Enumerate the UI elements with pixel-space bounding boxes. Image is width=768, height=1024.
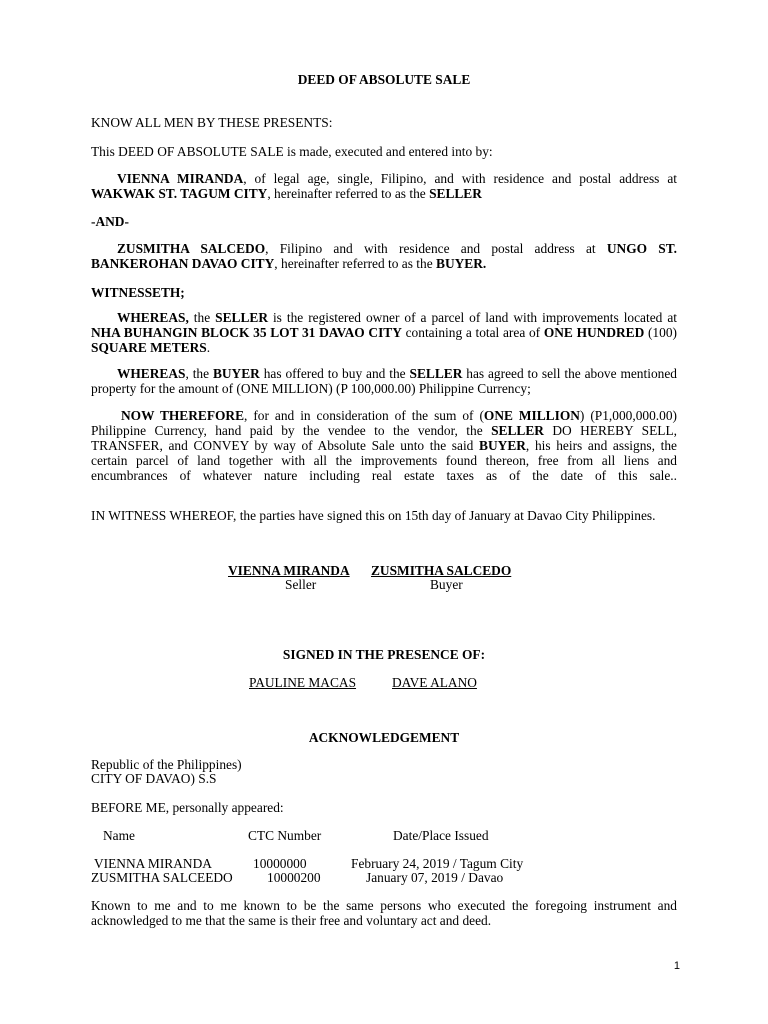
buyer-signature-role: Buyer xyxy=(430,577,463,592)
witness-whereof-paragraph: IN WITNESS WHEREOF, the parties have signed this on 15th day of January at Davao City Philippines. xyxy=(91,508,656,523)
ctc-row-2-name: ZUSMITHA SALCEEDO xyxy=(91,870,233,885)
page-number: 1 xyxy=(673,960,680,972)
witness-2-name: DAVE ALANO xyxy=(392,675,477,690)
now-therefore-paragraph: NOW THEREFORE, for and in consideration of the sum of (ONE MILLION) (P1,000,000.00) Philippine Currency, hand paid by the vendee to the vendor, the SELLER DO HEREBY SELL, TRANSFER, and CONVEY by way of Absolute Sale unto the said BUYER, his heirs and assigns, the certain parcel of land together with all the improvements found thereon, free from all liens and encumbrances of whatever nature including real estate taxes as of the date of this sale.. xyxy=(91,408,677,483)
intro-line: KNOW ALL MEN BY THESE PRESENTS: xyxy=(91,115,333,130)
whereas-1-paragraph: WHEREAS, the SELLER is the registered owner of a parcel of land with improvements located at NHA BUHANGIN BLOCK 35 LOT 31 DAVAO CITY containing a total area of ONE HUNDRED (100) SQUARE METERS. xyxy=(91,310,677,355)
seller-signature-name: VIENNA MIRANDA xyxy=(228,563,350,578)
ctc-header-date: Date/Place Issued xyxy=(393,828,489,843)
seller-paragraph: VIENNA MIRANDA, of legal age, single, Filipino, and with residence and postal address at WAKWAK ST. TAGUM CITY, hereinafter referred to as the SELLER xyxy=(91,171,677,201)
ctc-header-name: Name xyxy=(103,828,135,843)
witnesseth-heading: WITNESSETH; xyxy=(91,285,185,300)
ctc-row-2-number: 10000200 xyxy=(267,870,321,885)
buyer-name: ZUSMITHA SALCEDO xyxy=(117,241,266,256)
before-me-line: BEFORE ME, personally appeared: xyxy=(91,800,284,815)
known-to-me-paragraph: Known to me and to me known to be the same persons who executed the foregoing instrument and acknowledged to me that the same is their free and voluntary act and deed. xyxy=(91,898,677,928)
buyer-role: BUYER. xyxy=(436,256,487,271)
witness-1-name: PAULINE MACAS xyxy=(249,675,357,690)
whereas-2-paragraph: WHEREAS, the BUYER has offered to buy and the SELLER has agreed to sell the above mentioned property for the amount of (ONE MILLION) (P 100,000.00) Philippine Currency; xyxy=(91,366,677,396)
buyer-address: UNGO ST. BANKEROHAN DAVAO CITY xyxy=(91,241,677,271)
buyer-signature-name: ZUSMITHA SALCEDO xyxy=(371,563,512,578)
seller-role: SELLER xyxy=(429,186,482,201)
ctc-row-2-date: January 07, 2019 / Davao xyxy=(366,870,504,885)
acknowledgement-heading: ACKNOWLEDGEMENT xyxy=(308,730,460,745)
venue-line-1: Republic of the Philippines) xyxy=(91,757,242,772)
made-by-line: This DEED OF ABSOLUTE SALE is made, executed and entered into by: xyxy=(91,144,493,159)
and-separator: -AND- xyxy=(91,214,129,229)
document-title: DEED OF ABSOLUTE SALE xyxy=(297,72,471,87)
presence-heading: SIGNED IN THE PRESENCE OF: xyxy=(282,647,486,662)
property-location: NHA BUHANGIN BLOCK 35 LOT 31 DAVAO CITY xyxy=(91,325,402,340)
ctc-row-1-name: VIENNA MIRANDA xyxy=(94,856,212,871)
seller-name: VIENNA MIRANDA xyxy=(117,171,244,186)
seller-address: WAKWAK ST. TAGUM CITY xyxy=(91,186,268,201)
ctc-header-number: CTC Number xyxy=(248,828,322,843)
venue-line-2: CITY OF DAVAO) S.S xyxy=(91,771,217,786)
ctc-row-1-date: February 24, 2019 / Tagum City xyxy=(351,856,524,871)
seller-signature-role: Seller xyxy=(285,577,317,592)
ctc-row-1-number: 10000000 xyxy=(253,856,307,871)
buyer-paragraph: ZUSMITHA SALCEDO, Filipino and with residence and postal address at UNGO ST. BANKEROHAN DAVAO CITY, hereinafter referred to as the BUYER. xyxy=(91,241,677,271)
